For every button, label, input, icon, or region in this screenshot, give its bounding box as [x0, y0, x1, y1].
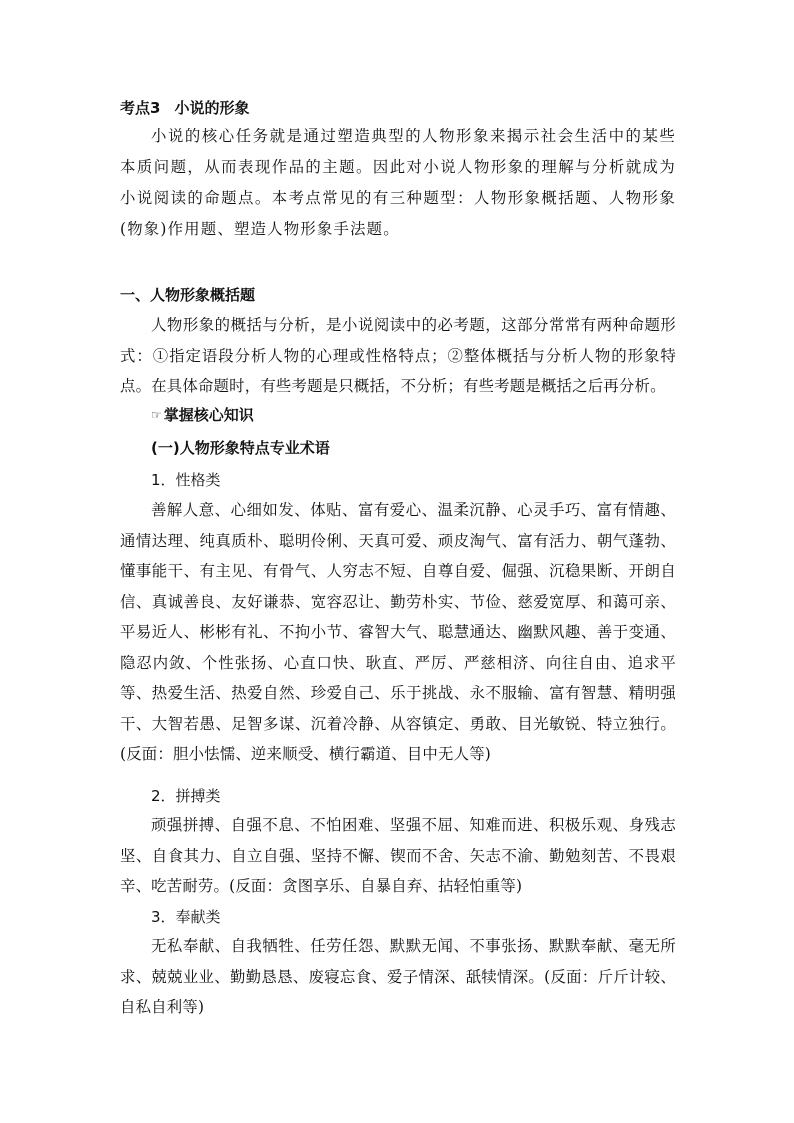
- knowledge-label: 掌握核心知识: [163, 406, 254, 424]
- section-label: 考点3: [120, 99, 161, 117]
- item-text-dedication: 无私奉献、自我牺牲、任劳任怨、默默无闻、不事张扬、默默奉献、毫无所求、兢兢业业、勤勤恳恳、废寝忘食、爱子情深、舐犊情深。(反面：斤斤计较、自私自利等): [120, 937, 676, 1016]
- part-intro: 人物形象的概括与分析，是小说阅读中的必考题，这部分常常有两种命题形式：①指定语段分析人物的心理或性格特点；②整体概括与分析人物的形象特点。在具体命题时，有些考题是只概括，不分析；有些考题是概括之后再分析。: [120, 316, 676, 395]
- pointing-hand-icon: ☞: [151, 408, 162, 422]
- item-text-striving: 顽强拼搏、自强不息、不怕困难、坚强不屈、知难而进、积极乐观、身残志坚、自食其力、自立自强、坚持不懈、锲而不舍、矢志不渝、勤勉刻苦、不畏艰辛、吃苦耐劳。(反面：贪图享乐、自暴自弃、拈轻怕重等): [120, 816, 676, 895]
- item-heading-personality: 1．性格类: [151, 471, 221, 489]
- part-heading: 一、人物形象概括题: [120, 286, 256, 304]
- section-heading: [120, 98, 676, 118]
- section-intro: 小说的核心任务就是通过塑造典型的人物形象来揭示社会生活中的某些本质问题，从而表现作品的主题。因此对小说人物形象的理解与分析就成为小说阅读的命题点。本考点常见的有三种题型：人物形象概括题、人物形象(物象)作用题、塑造人物形象手法题。: [120, 127, 676, 238]
- subsection-heading: (一)人物形象特点专业术语: [151, 439, 330, 457]
- knowledge-heading: [120, 405, 707, 425]
- item-heading-dedication: 3．奉献类: [151, 908, 221, 926]
- item-text-personality: 善解人意、心细如发、体贴、富有爱心、温柔沉静、心灵手巧、富有情趣、通情达理、纯真质朴、聪明伶俐、天真可爱、顽皮淘气、富有活力、朝气蓬勃、懂事能干、有主见、有骨气、人穷志不短、自尊自爱、倔强、沉稳果断、开朗自信、真诚善良、友好谦恭、宽容忍让、勤劳朴实、节俭、慈爱宽厚、和蔼可亲、平易近人、彬彬有礼、不拘小节、睿智大气、聪慧通达、幽默风趣、善于变通、隐忍内敛、个性张扬、心直口快、耿直、严厉、严慈相济、向往自由、追求平等、热爱生活、热爱自然、珍爱自己、乐于挑战、永不服输、富有智慧、精明强干、大智若愚、足智多谋、沉着冷静、从容镇定、勇敢、目光敏锐、特立独行。(反面：胆小怯懦、逆来顺受、横行霸道、目中无人等): [120, 501, 676, 763]
- section-title: 小说的形象: [174, 99, 250, 117]
- item-heading-striving: 2．拼搏类: [151, 787, 221, 805]
